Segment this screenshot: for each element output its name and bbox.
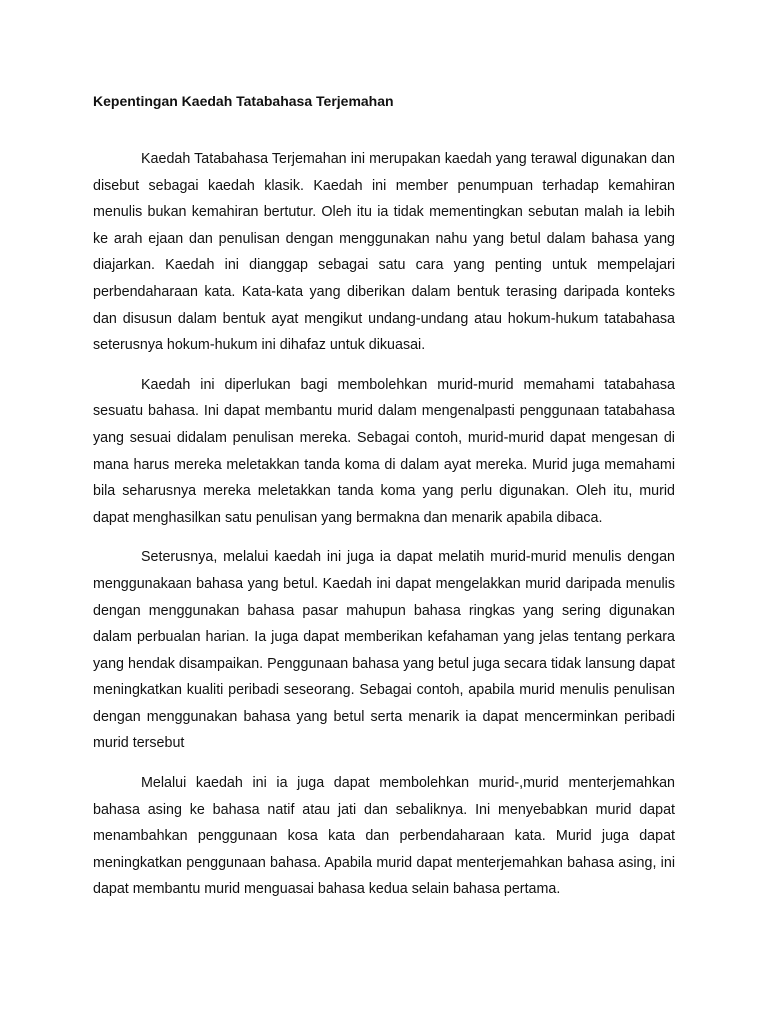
paragraph-4: Melalui kaedah ini ia juga dapat membolehkan murid-,murid menterjemahkan bahasa asing ke bahasa natif atau jati dan sebaliknya. Ini menyebabkan murid dapat menambahkan penggunaan kosa kata dan perbendaharaan kata. Murid juga dapat meningkatkan penggunaan bahasa. Apabila murid dapat menterjemahkan bahasa asing, ini dapat membantu murid menguasai bahasa kedua selain bahasa pertama.	[93, 775, 675, 898]
document-title: Kepentingan Kaedah Tatabahasa Terjemahan	[93, 93, 394, 109]
paragraph-1: Kaedah Tatabahasa Terjemahan ini merupakan kaedah yang terawal digunakan dan disebut sebagai kaedah klasik. Kaedah ini member penumpuan terhadap kemahiran menulis bukan kemahiran bertutur. Oleh itu ia tidak mementingkan sebutan malah ia lebih ke arah ejaan dan penulisan dengan menggunakan nahu yang betul dalam bahasa yang diajarkan. Kaedah ini dianggap sebagai satu cara yang penting untuk mempelajari perbendaharaan kata. Kata-kata yang diberikan dalam bentuk terasing daripada konteks dan disusun dalam bentuk ayat mengikut undang-undang atau hokum-hukum tatabahasa seterusnya hokum-hukum ini dihafaz untuk dikuasai.	[93, 151, 675, 354]
document-page	[93, 88, 675, 916]
paragraph-2: Kaedah ini diperlukan bagi membolehkan murid-murid memahami tatabahasa sesuatu bahasa. Ini dapat membantu murid dalam mengenalpasti penggunaan tatabahasa yang sesuai didalam penulisan mereka. Sebagai contoh, murid-murid dapat mengesan di mana harus mereka meletakkan tanda koma di dalam ayat mereka. Murid juga memahami bila seharusnya mereka meletakkan tanda koma yang perlu digunakan. Oleh itu, murid dapat menghasilkan satu penulisan yang bermakna dan menarik apabila dibaca.	[93, 376, 675, 526]
paragraph-3: Seterusnya, melalui kaedah ini juga ia dapat melatih murid-murid menulis dengan menggunakaan bahasa yang betul. Kaedah ini dapat mengelakkan murid daripada menulis dengan menggunakan bahasa pasar mahupun bahasa ringkas yang sering digunakan dalam perbualan harian. Ia juga dapat memberikan kefahaman yang jelas tentang perkara yang hendak disampaikan. Penggunaan bahasa yang betul juga secara tidak lansung dapat meningkatkan kualiti peribadi seseorang. Sebagai contoh, apabila murid menulis penulisan dengan menggunakan bahasa yang betul serta menarik ia dapat mencerminkan peribadi murid tersebut	[93, 549, 675, 752]
